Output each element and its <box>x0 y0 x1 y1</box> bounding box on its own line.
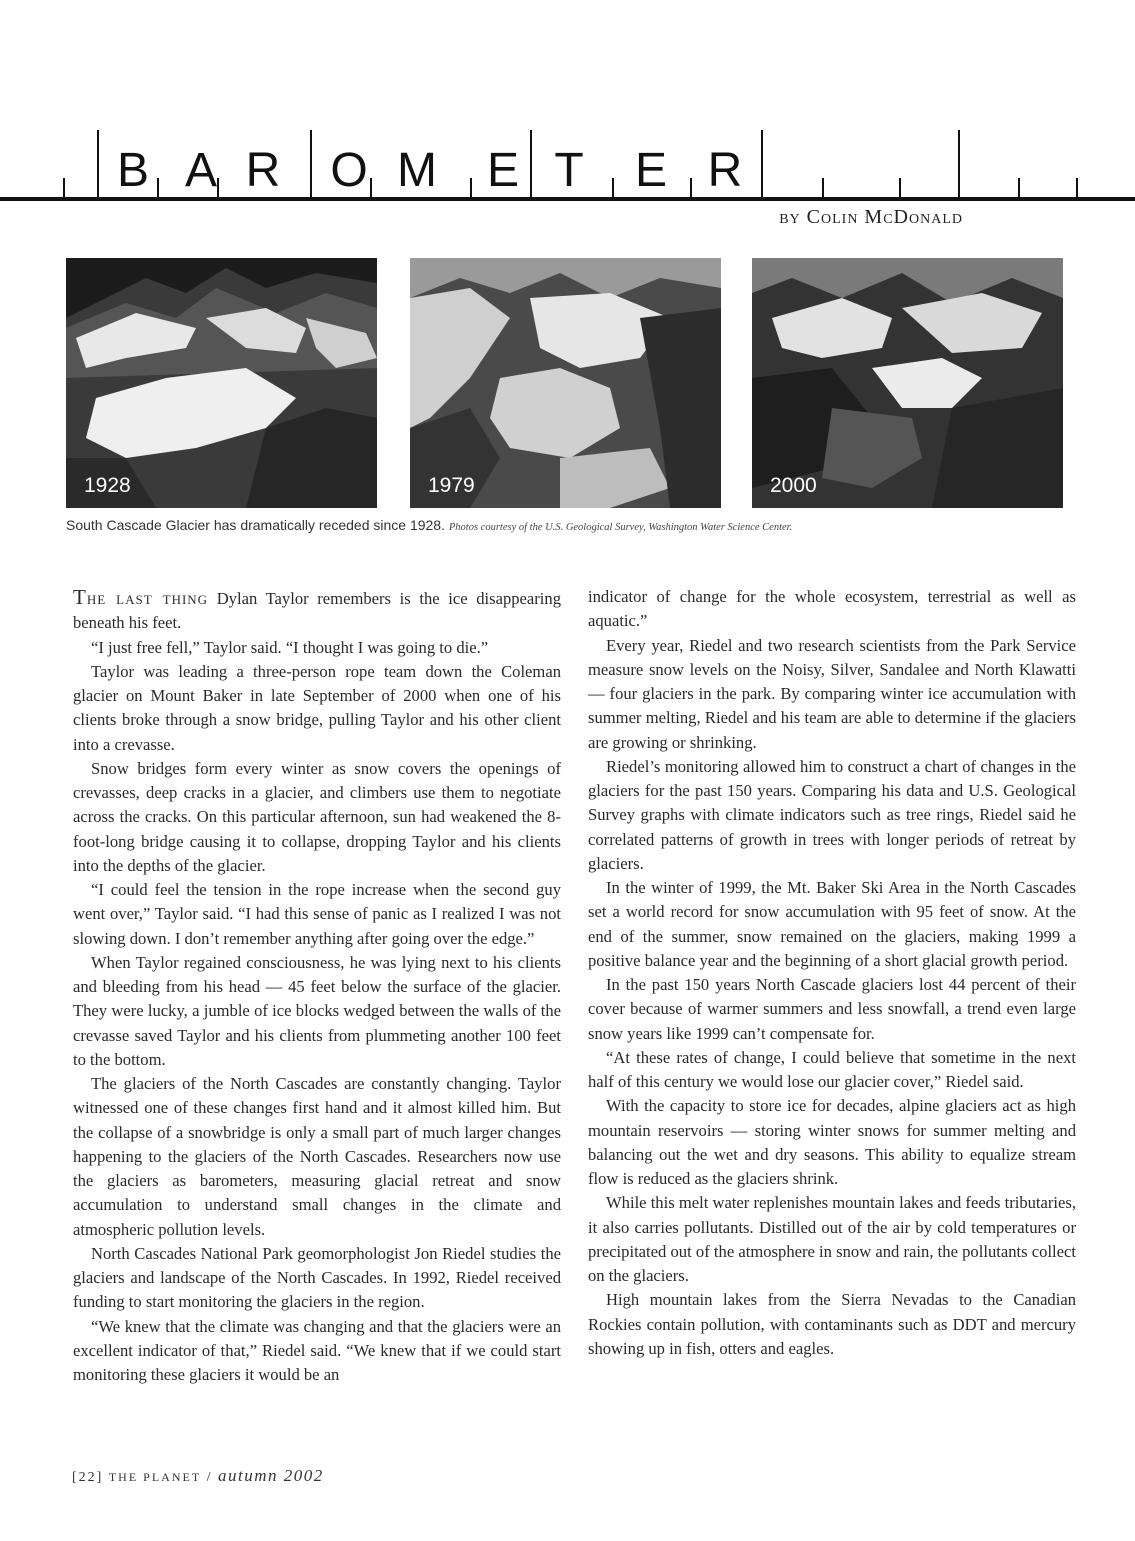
byline-author: Colin McDonald <box>806 206 963 228</box>
article-paragraph: While this melt water replenishes mountain lakes and feeds tributaries, it also carries pollutants. Distilled out of the air by cold temperatures or precipitated out of the atmosphere in snow and rain, the pollutants collect on the glaciers. <box>588 1193 1077 1285</box>
glacier-photo-image <box>410 258 721 508</box>
lead-in: he last thing <box>86 588 209 608</box>
title-letter: B <box>116 144 149 197</box>
article-column-right <box>588 585 1076 1361</box>
article-paragraph: In the winter of 1999, the Mt. Baker Ski Area in the North Cascades set a world record for snow accumulation with 95 feet of snow. At the end of the summer, snow remained on the glaciers, making 1999 a positive balance year and the beginning of a short glacial growth period. <box>588 878 1076 970</box>
title-letter: A <box>184 144 217 197</box>
byline <box>779 206 963 229</box>
glacier-photo-1979 <box>410 258 721 508</box>
article-paragraph: Taylor was leading a three-person rope team down the Coleman glacier on Mount Baker in late September of 2000 when one of his clients broke through a snow bridge, pulling Taylor and his other client into a crevasse. <box>73 661 561 754</box>
article-paragraph: Riedel’s monitoring allowed him to construct a chart of changes in the glaciers for the past 150 years. Comparing his data and U.S. Geological Survey graphs with climate indicators such as tree rings, Riedel said he correlated patterns of growth in trees with longer periods of retreat by glaciers. <box>588 756 1076 873</box>
glacier-photo-image <box>752 258 1063 508</box>
title-letter: O <box>330 144 368 197</box>
header-rule <box>0 197 1135 201</box>
article-paragraph: “We knew that the climate was changing and that the glaciers were an excellent indicator of that,” Riedel said. “We knew that if we could start monitoring these glaciers it would be an <box>73 1316 561 1384</box>
glacier-photo-1928 <box>66 258 377 508</box>
article-paragraph: Every year, Riedel and two research scientists from the Park Service measure snow levels on the Noisy, Silver, Sandalee and North Klawatti — four glaciers in the park. By comparing winter ice accumulation with summer melting, Riedel and his team are able to determine if the glaciers are growing or shrinking. <box>588 635 1076 752</box>
title-letter: M <box>397 144 437 197</box>
photo-caption <box>66 517 1066 533</box>
paragraph-text: Dylan Taylor remembers is the ice disappearing beneath his feet. <box>73 589 561 633</box>
article-paragraph: In the past 150 years North Cascade glaciers lost 44 percent of their cover because of warmer summers and less snowfall, a trend even large snow years like 1999 can’t compensate for. <box>588 975 1076 1043</box>
issue-date: autumn 2002 <box>218 1466 324 1485</box>
title-letter: E <box>634 144 667 197</box>
photo-credit: Photos courtesy of the U.S. Geological Survey, Washington Water Science Center. <box>448 522 793 533</box>
article-paragraph <box>73 585 561 636</box>
magazine-name: THE PLANET <box>108 1470 202 1484</box>
caption-text: South Cascade Glacier has dramatically receded since 1928. <box>66 517 445 533</box>
article-paragraph: indicator of change for the whole ecosystem, terrestrial as well as aquatic.” <box>588 587 1076 631</box>
article-paragraph: The glaciers of the North Cascades are constantly changing. Taylor witnessed one of these changes first hand and it almost killed him. But the collapse of a snowbridge is only a small part of much larger changes happening to the glaciers of the North Cascades. Researchers now use the glaciers as barometers, measuring glacial retreat and snow accumulation to understand small changes in the climate and atmospheric pollution levels. <box>73 1074 561 1239</box>
article-paragraph: With the capacity to store ice for decades, alpine glaciers act as high mountain reservoirs — storing winter snows for summer melting and balancing out the wet and dry seasons. This ability to equalize stream flow is reduced as the glaciers shrink. <box>588 1096 1076 1188</box>
title-letter: E <box>486 144 519 197</box>
page-number: [22] <box>72 1470 104 1485</box>
article-paragraph: “At these rates of change, I could believe that sometime in the next half of this century we would lose our glacier cover,” Riedel said. <box>588 1047 1076 1091</box>
photo-year-label: 2000 <box>770 474 817 497</box>
glacier-photo-image <box>66 258 377 508</box>
byline-prefix: by <box>779 206 801 228</box>
article-paragraph: “I could feel the tension in the rope increase when the second guy went over,” Taylor said. “I had this sense of panic as I realized I was not slowing down. I don’t remember anything after going over the edge.” <box>73 880 561 948</box>
title-letter: R <box>245 144 281 197</box>
drop-cap: T <box>73 585 87 609</box>
article-paragraph: North Cascades National Park geomorphologist Jon Riedel studies the glaciers and landscape of the North Cascades. In 1992, Riedel received funding to start monitoring the glaciers in the region. <box>73 1243 561 1312</box>
photo-year-label: 1928 <box>84 474 131 497</box>
page-footer <box>72 1466 324 1486</box>
article-paragraph: When Taylor regained consciousness, he was lying next to his clients and bleeding from his head — 45 feet below the surface of the glacier. They were lucky, a jumble of ice blocks wedged between the walls of the crevasse saved Taylor and his clients from plummeting another 100 feet to the bottom. <box>73 952 561 1069</box>
glacier-photo-2000 <box>752 258 1063 508</box>
article-paragraph: High mountain lakes from the Sierra Nevadas to the Canadian Rockies contain pollution, with contaminants such as DDT and mercury showing up in fish, otters and eagles. <box>588 1290 1076 1358</box>
photo-year-label: 1979 <box>428 474 475 497</box>
article-column-left <box>73 585 561 1387</box>
title-letter: R <box>707 144 743 197</box>
article-paragraph: Snow bridges form every winter as snow covers the openings of crevasses, deep cracks in a glacier, and climbers use them to negotiate across the cracks. On this particular afternoon, sun had weakened the 8-foot-long bridge causing it to collapse, dropping Taylor and his clients into the depths of the glacier. <box>73 758 561 875</box>
footer-separator: / <box>206 1470 213 1485</box>
article-paragraph: “I just free fell,” Taylor said. “I thought I was going to die.” <box>91 637 489 657</box>
title-letter: T <box>554 144 584 197</box>
